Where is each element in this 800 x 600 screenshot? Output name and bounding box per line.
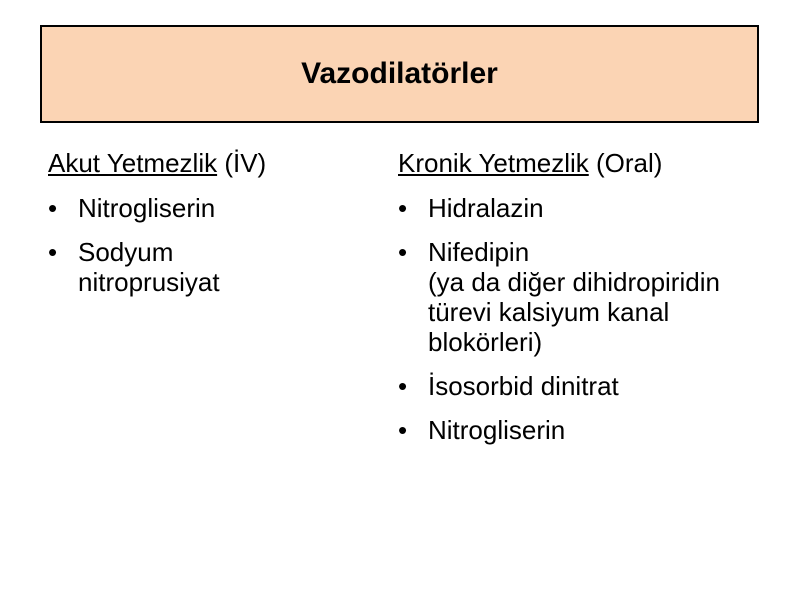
list-item (398, 371, 798, 401)
list-item-text: Nitrogliserin (78, 193, 216, 223)
title-box (40, 25, 759, 123)
slide-title: Vazodilatörler (301, 57, 498, 90)
list-item (398, 193, 798, 223)
right-heading-suffix: (Oral) (588, 148, 663, 178)
list-item-text: türevi kalsiyum kanal (428, 297, 670, 327)
list-item (48, 237, 368, 297)
right-heading-underlined: Kronik Yetmezlik (398, 148, 589, 178)
list-item-text: Sodyum (78, 237, 174, 267)
left-heading-suffix: (İV) (217, 148, 267, 178)
list-item (48, 193, 368, 223)
list-item (398, 415, 798, 445)
bullet-icon: • (48, 193, 58, 223)
list-item (398, 237, 798, 357)
list-item-text: Hidralazin (428, 193, 544, 223)
list-item-text: blokörleri) (428, 327, 543, 357)
right-bullet-list (398, 193, 798, 445)
bullet-icon: • (398, 193, 408, 223)
list-item-text: Nifedipin (428, 237, 530, 267)
bullet-icon: • (48, 237, 58, 267)
bullet-icon: • (398, 237, 408, 267)
right-column (398, 148, 798, 459)
right-column-heading (398, 148, 798, 178)
list-item-text: İsosorbid dinitrat (428, 371, 619, 401)
left-bullet-list (48, 193, 368, 297)
left-column-heading (48, 148, 368, 178)
list-item-text: nitroprusiyat (78, 267, 220, 297)
list-item-text: (ya da diğer dihidropiridin (428, 267, 720, 297)
list-item-text: Nitrogliserin (428, 415, 566, 445)
left-column (48, 148, 368, 311)
left-heading-underlined: Akut Yetmezlik (48, 148, 218, 178)
bullet-icon: • (398, 415, 408, 445)
bullet-icon: • (398, 371, 408, 401)
